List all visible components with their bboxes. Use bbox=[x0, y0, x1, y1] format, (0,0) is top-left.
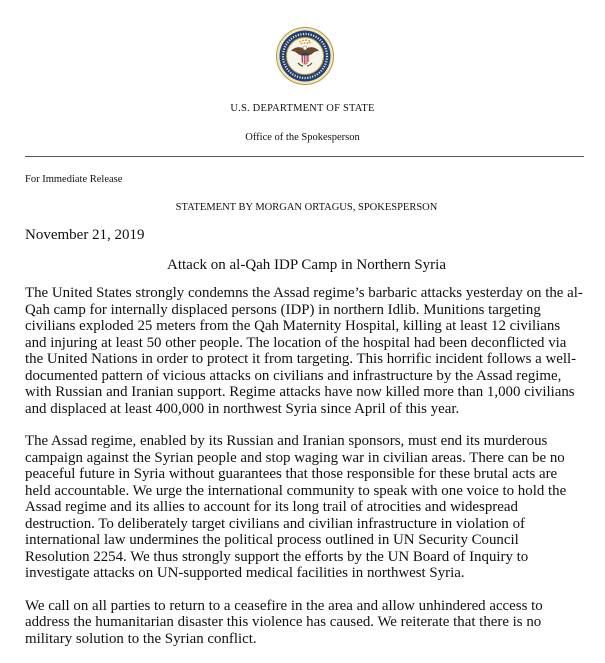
paragraph-2: The Assad regime, enabled by its Russian and Iranian sponsors, must end its murderous campaign against the Syrian people and stop waging war in civilian areas. There can be no peaceful future in Syria without guarantees that those responsible for these brutal acts are held accountable. We urge the international community to speak with one voice to hold the Assad regime and its allies to account for its long trail of atrocities and widespread destruction. To deliberately target civilians and civilian infrastructure in violation of international law undermines the political process outlined in UN Security Council Resolution 2254. We thus strongly support the efforts by the UN Board of Inquiry to investigate attacks on UN-supported medical facilities in northwest Syria. bbox=[25, 433, 567, 581]
statement-title: Attack on al-Qah IDP Camp in Northern Syria bbox=[167, 257, 446, 273]
statement-body bbox=[25, 285, 585, 663]
paragraph-3: We call on all parties to return to a ceasefire in the area and allow unhindered access to address the humanitarian disaster this violence has caused. We reiterate that there is no military solution to the Syrian conflict. bbox=[25, 597, 543, 647]
release-label: For Immediate Release bbox=[25, 174, 123, 185]
header-divider bbox=[25, 156, 584, 157]
statement-byline: STATEMENT BY MORGAN ORTAGUS, SPOKESPERSON bbox=[175, 202, 438, 213]
state-department-seal-icon bbox=[276, 27, 334, 85]
department-name: U.S. DEPARTMENT OF STATE bbox=[230, 103, 375, 114]
office-name: Office of the Spokesperson bbox=[245, 132, 360, 143]
statement-date: November 21, 2019 bbox=[25, 227, 145, 243]
paragraph-1: The United States strongly condemns the Assad regime’s barbaric attacks yesterday on the al-Qah camp for internally displaced persons (IDP) in northern Idlib. Munitions targeting civilians exploded 25 meters from the Qah Maternity Hospital, killing at least 12 civilians and injuring at least 50 other people. The location of the hospital had been deconflicted via the United Nations in order to protect it from targeting. This horrific incident follows a well-documented pattern of vicious attacks on civilians and infrastructure by the Assad regime, with Russian and Iranian support. Regime attacks have now killed more than 1,000 civilians and displaced at least 400,000 in northwest Syria since April of this year. bbox=[25, 285, 583, 417]
